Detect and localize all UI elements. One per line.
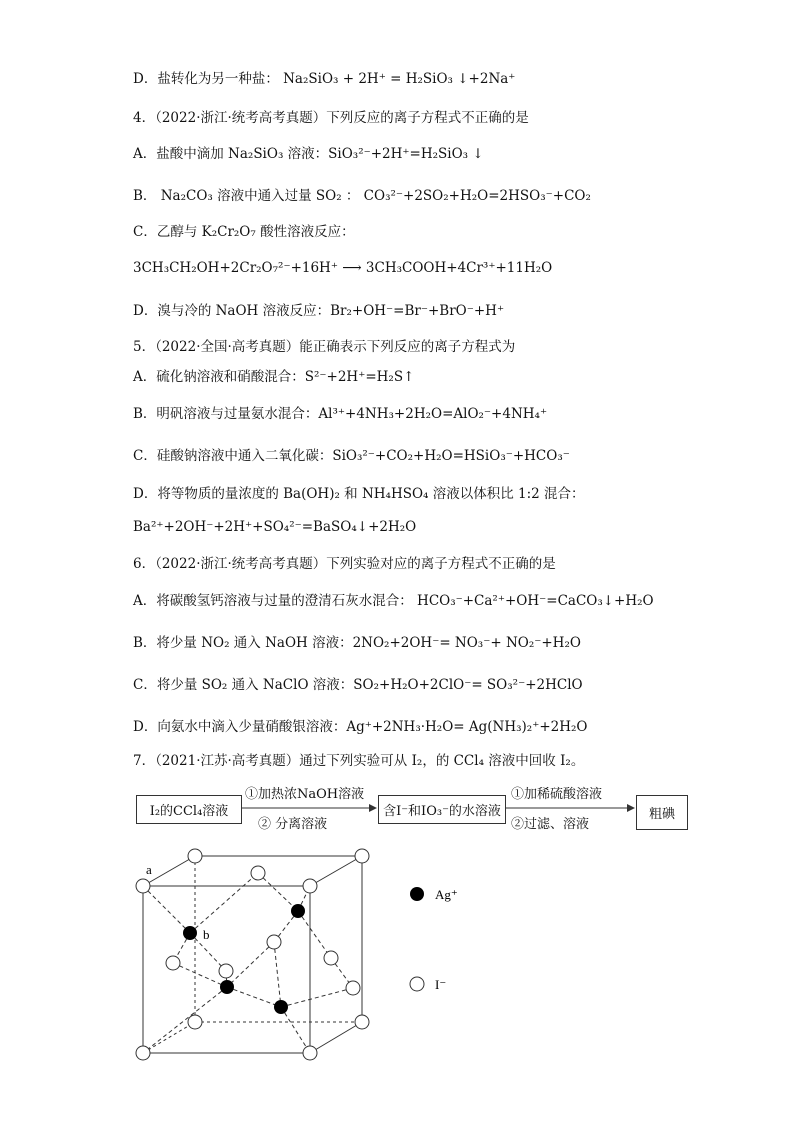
flow-step1-bottom: ② 分离溶液 (258, 817, 328, 832)
iodide-ion (166, 956, 180, 970)
iodide-ion (136, 1046, 150, 1060)
iodide-ion (188, 849, 202, 863)
iodide-ion (251, 866, 265, 880)
flow-step1-top: ①加热浓NaOH溶液 (245, 787, 365, 802)
iodide-ion (346, 981, 360, 995)
question-line-q6: 6．（2022·浙江·统考高考真题）下列实验对应的离子方程式不正确的是 (133, 556, 556, 572)
silver-ion (274, 1000, 288, 1014)
silver-ion (291, 904, 305, 918)
flow-box-middle: 含I⁻和IO₃⁻的水溶液 (378, 795, 506, 824)
question-line-q4d: D．溴与冷的 NaOH 溶液反应：Br₂+OH⁻=Br⁻+BrO⁻+H⁺ (133, 303, 505, 319)
question-line-q6a: A．将碳酸氢钙溶液与过量的澄清石灰水混合： HCO₃⁻+Ca²⁺+OH⁻=CaCO₃↓+H₂O (133, 593, 654, 609)
legend-ag-marker (410, 887, 424, 901)
iodide-ion (303, 879, 317, 893)
question-line-q4b: B． Na₂CO₃ 溶液中通入过量 SO₂ ： CO₃²⁻+2SO₂+H₂O=2HSO₃⁻+CO₂ (133, 188, 591, 204)
question-line-q5c: C．硅酸钠溶液中通入二氧化碳：SiO₃²⁻+CO₂+H₂O=HSiO₃⁻+HCO₃⁻ (133, 448, 570, 464)
iodide-ion (355, 849, 369, 863)
iodide-ion (324, 951, 338, 965)
question-line-q5d: D．将等物质的量浓度的 Ba(OH)₂ 和 NH₄HSO₄ 溶液以体积比 1:2 混合： (133, 486, 585, 502)
question-line-q5d2: Ba²⁺+2OH⁻+2H⁺+SO₄²⁻=BaSO₄↓+2H₂O (133, 519, 417, 535)
legend-ag-label: Ag⁺ (435, 887, 458, 902)
question-line-q7: 7．（2021·江苏·高考真题）通过下列实验可从 I₂，的 CCl₄ 溶液中回收 I₂。 (133, 753, 585, 769)
iodide-ion (188, 1015, 202, 1029)
atom-label-b: b (203, 927, 210, 942)
silver-ion (183, 926, 197, 940)
legend-i-label: I⁻ (435, 977, 447, 992)
iodide-ion (267, 935, 281, 949)
flow-step2-bottom: ②过滤、溶液 (511, 817, 590, 832)
atom-label-a: a (146, 862, 152, 877)
flow-step2-top: ①加稀硫酸溶液 (511, 787, 603, 802)
flow-box-end: 粗碘 (636, 795, 688, 830)
question-line-q4: 4．（2022·浙江·统考高考真题）下列反应的离子方程式不正确的是 (133, 110, 529, 126)
iodide-ion (136, 879, 150, 893)
question-line-q4a: A．盐酸中滴加 Na₂SiO₃ 溶液：SiO₃²⁻+2H⁺=H₂SiO₃ ↓ (133, 146, 484, 162)
question-line-q3d: D．盐转化为另一种盐： Na₂SiO₃ + 2H⁺ = H₂SiO₃ ↓+2Na⁺ (133, 71, 516, 87)
question-line-q6b: B．将少量 NO₂ 通入 NaOH 溶液：2NO₂+2OH⁻= NO₃⁻+ NO₂⁻+H₂O (133, 635, 581, 651)
question-line-q5b: B．明矾溶液与过量氨水混合：Al³⁺+4NH₃+2H₂O=AlO₂⁻+4NH₄⁺ (133, 406, 548, 422)
question-line-q5: 5．（2022·全国·高考真题）能正确表示下列反应的离子方程式为 (133, 339, 516, 355)
question-line-q6c: C．将少量 SO₂ 通入 NaClO 溶液：SO₂+H₂O+2ClO⁻= SO₃²⁻+2HClO (133, 677, 583, 693)
iodide-ion (219, 964, 233, 978)
iodide-ion (303, 1046, 317, 1060)
flow-box-start: I₂的CCl₄溶液 (136, 795, 242, 824)
question-line-q4c: C．乙醇与 K₂Cr₂O₇ 酸性溶液反应： (133, 224, 355, 240)
iodide-ion (355, 1015, 369, 1029)
silver-ion (220, 980, 234, 994)
iodide-ions (136, 849, 369, 1060)
silver-ions (183, 904, 305, 1014)
question-line-q4c2: 3CH₃CH₂OH+2Cr₂O₇²⁻+16H⁺ ⟶ 3CH₃COOH+4Cr³⁺+11H₂O (133, 260, 553, 276)
question-line-q6d: D．向氨水中滴入少量硝酸银溶液：Ag⁺+2NH₃·H₂O= Ag(NH₃)₂⁺+2H₂O (133, 719, 588, 735)
legend-i-marker (410, 977, 424, 991)
question-line-q5a: A．硫化钠溶液和硝酸混合：S²⁻+2H⁺=H₂S↑ (133, 369, 415, 385)
